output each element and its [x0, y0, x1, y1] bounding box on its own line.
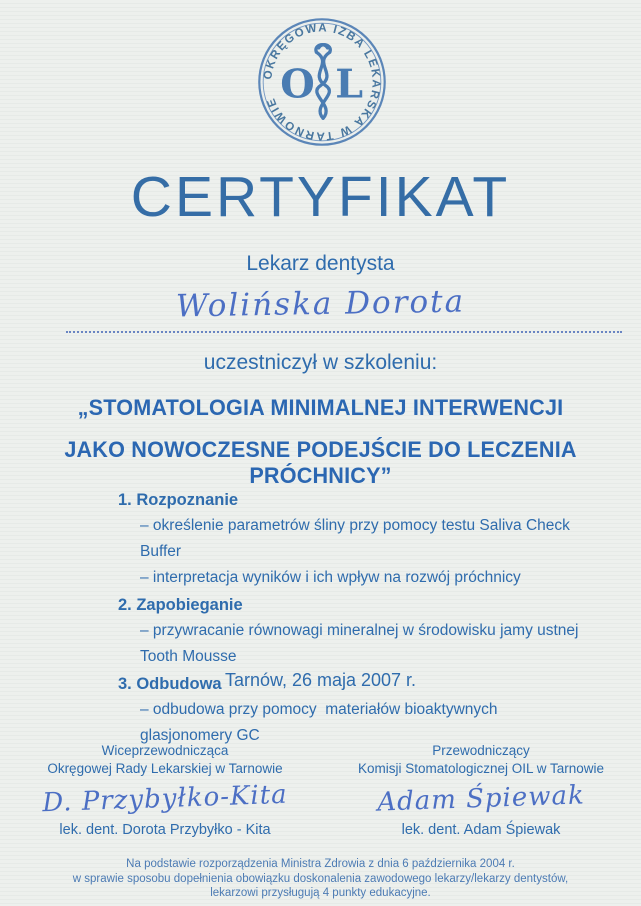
left-role-line1: Wiceprzewodnicząca	[101, 743, 229, 758]
topic-item: – przywracanie równowagi mineralnej w środowisku jamy ustnej Tooth Mousse	[140, 622, 587, 665]
legal-footer	[0, 857, 641, 901]
right-signer-name: lek. dent. Adam Śpiewak	[401, 822, 561, 838]
participation-line: uczestniczył w szkoleniu:	[203, 351, 438, 374]
footer-line2: w sprawie sposobu dopełnienia obowiązku doskonalenia zawodowego lekarzy/lekarzy dentystów,	[72, 872, 569, 885]
seal-ring-text: OKRĘGOWA IZBA LEKARSKA W TARNOWIE	[262, 22, 382, 142]
right-role-line2: Komisji Stomatologicznej OIL w Tarnowie	[357, 761, 605, 776]
medical-chamber-seal-icon	[256, 16, 388, 148]
signature-block-left	[20, 742, 310, 840]
subtitle-lekarz-dentysta: Lekarz dentysta	[246, 252, 395, 275]
course-topics-list	[118, 486, 588, 749]
footer-line3: lekarzowi przysługują 4 punkty edukacyjne.	[210, 887, 431, 899]
right-role-line1: Przewodniczący	[432, 743, 530, 758]
course-title-line1: „STOMATOLOGIA MINIMALNEJ INTERWENCJI	[77, 395, 564, 420]
topic-heading-rozpoznanie: 1. Rozpoznanie	[118, 491, 239, 509]
seal-letter-l: L	[335, 61, 364, 108]
name-underline	[66, 331, 622, 333]
certificate-title: CERTYFIKAT	[130, 165, 511, 229]
topic-heading-zapobieganie: 2. Zapobieganie	[118, 596, 243, 614]
topic-item: – interpretacja wyników i ich wpływ na rozwój próchnicy	[140, 569, 521, 586]
course-title-line2: JAKO NOWOCZESNE PODEJŚCIE DO LECZENIA PRÓCHNICY”	[64, 437, 577, 488]
date-line: Tarnów, 26 maja 2007 r.	[224, 670, 417, 690]
signature-block-right	[336, 742, 626, 840]
left-signer-name: lek. dent. Dorota Przybyłko - Kita	[59, 822, 271, 838]
topic-item: – określenie parametrów śliny przy pomocy testu Saliva Check Buffer	[140, 517, 575, 560]
topic-item: – odbudowa przy pomocy materiałów bioaktywnych glasjonomery GC	[140, 701, 507, 744]
left-role-line2: Okręgowej Rady Lekarskiej w Tarnowie	[47, 761, 283, 776]
topic-heading-odbudowa: 3. Odbudowa	[118, 675, 222, 693]
entwined-snakes-icon	[316, 45, 330, 119]
right-signature-handwritten: Adam Śpiewak	[376, 780, 586, 818]
seal-letter-o: O	[280, 61, 315, 108]
left-signature-handwritten: D. Przybyłko-Kita	[41, 779, 289, 819]
recipient-name-handwritten: Wolińska Dorota	[175, 283, 466, 325]
footer-line1: Na podstawie rozporządzenia Ministra Zdrowia z dnia 6 października 2004 r.	[126, 858, 515, 870]
